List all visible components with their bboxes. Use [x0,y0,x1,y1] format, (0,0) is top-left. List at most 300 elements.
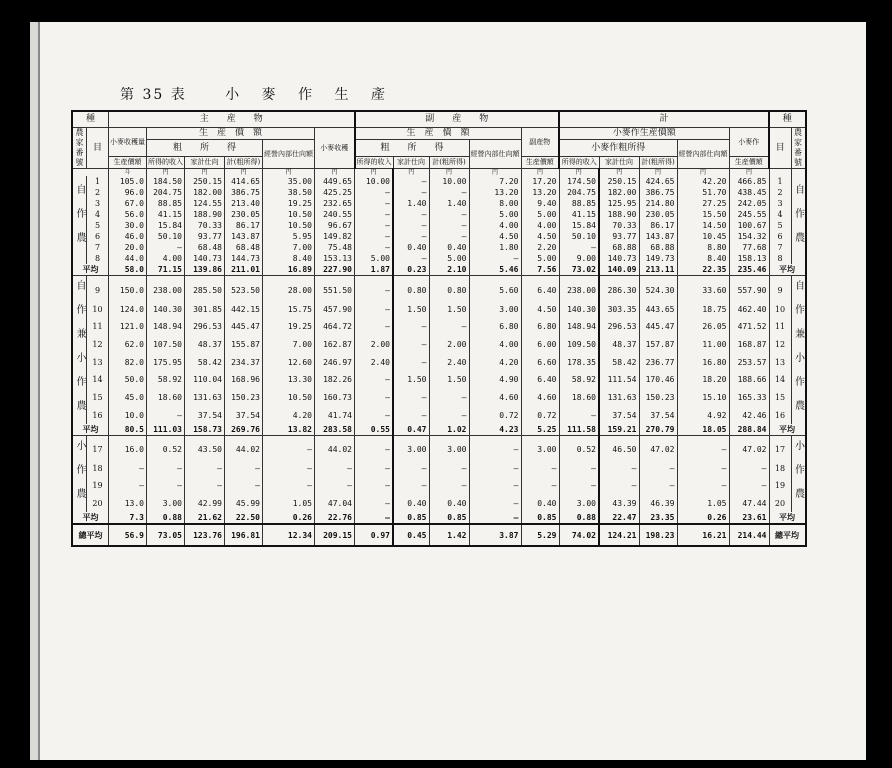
cell-value: 157.87 [639,336,677,354]
cell-value: — [521,477,559,494]
cell-value: 50.10 [147,231,185,242]
cell-value: 48.37 [185,336,225,354]
cell-value: 6.60 [521,353,559,371]
cell-value: 4.50 [521,231,559,242]
unit-label: 円 [355,169,394,177]
cell-value: 230.05 [639,209,677,220]
cell-value: 2.40 [429,353,469,371]
cell-value: 246.97 [315,353,355,371]
header-wheat-keiei: 經營內部仕向額 [677,140,729,169]
cell-value: — [263,477,315,494]
header-wheat-kei: 計(粗所得) [639,157,677,169]
row-id-right: 1 [769,176,791,187]
cell-value: — [355,512,394,524]
cell-value: 4.20 [469,353,521,371]
grand-average-value: 12.34 [263,524,315,546]
cell-value: 1.02 [429,424,469,436]
grand-average-value: 3.87 [469,524,521,546]
cell-value: 1.87 [355,264,394,276]
cell-value: 184.50 [147,176,185,187]
cell-value: 13.20 [469,187,521,198]
cell-value: 4.90 [469,371,521,389]
cell-value: 19.25 [263,318,315,336]
grand-average-value: 198.23 [639,524,677,546]
cell-value: 41.74 [315,406,355,424]
cell-value: 80.5 [109,424,147,436]
cell-value: 283.58 [315,424,355,436]
cell-value: 37.54 [599,406,639,424]
cell-value: — [639,477,677,494]
cell-value: 45.0 [109,389,147,407]
cell-value: 165.33 [729,389,769,407]
header-main-kagaku: 小麥收穫 [315,128,355,169]
cell-value: 425.25 [315,187,355,198]
unit-label: 円 [315,169,355,177]
header-noka-bango-right: 農家番號 [791,128,806,169]
header-by-keiei: 經營內部仕向額 [469,140,521,169]
row-id-right: 4 [769,209,791,220]
unit-label: 円 [521,169,559,177]
cell-value: 242.05 [729,198,769,209]
cell-value: 445.47 [639,318,677,336]
cell-value: — [559,406,599,424]
cell-value: 471.52 [729,318,769,336]
cell-value: 50.10 [559,231,599,242]
cell-value: 23.35 [639,512,677,524]
cell-value: 67.0 [109,198,147,209]
cell-value: 4.50 [469,231,521,242]
cell-value: 33.60 [677,276,729,301]
cell-value: 466.85 [729,176,769,187]
cell-value: 3.00 [147,495,185,512]
cell-value: — [521,460,559,477]
cell-value: 236.77 [639,353,677,371]
cell-value: 3.00 [429,436,469,460]
group-label: 自作兼小作農 [72,276,87,425]
cell-value: 0.85 [429,512,469,524]
row-id: 7 [87,242,109,253]
cell-value: 227.90 [315,264,355,276]
cell-value: — [315,460,355,477]
cell-value: — [109,477,147,494]
cell-value: — [393,231,429,242]
cell-value: 107.50 [147,336,185,354]
cell-value: 4.00 [147,253,185,264]
table-row [72,220,806,231]
cell-value: 462.40 [729,300,769,318]
table-row [72,318,806,336]
cell-value: 213.11 [639,264,677,276]
row-id-right: 9 [769,276,791,301]
cell-value: 188.66 [729,371,769,389]
cell-value: — [429,406,469,424]
table-wrapper [71,110,807,547]
cell-value: 0.40 [393,495,429,512]
unit-row [72,169,806,177]
cell-value: 111.03 [147,424,185,436]
cell-value: 1.50 [429,371,469,389]
table-row [72,371,806,389]
cell-value: 5.00 [355,253,394,264]
cell-value: 13.30 [263,371,315,389]
cell-value: 13.0 [109,495,147,512]
row-id-right: 12 [769,336,791,354]
cell-value: 211.01 [225,264,263,276]
cell-value: 168.87 [729,336,769,354]
cell-value: — [729,477,769,494]
cell-value: 68.88 [599,242,639,253]
cell-value: — [429,220,469,231]
cell-value: 296.53 [185,318,225,336]
cell-value: 288.84 [729,424,769,436]
cell-value: — [469,460,521,477]
cell-value: 42.20 [677,176,729,187]
cell-value: 557.90 [729,276,769,301]
cell-value: 168.96 [225,371,263,389]
cell-value: — [355,187,394,198]
cell-value: — [639,460,677,477]
cell-value: — [677,477,729,494]
grand-average-value: 73.05 [147,524,185,546]
row-id-right: 5 [769,220,791,231]
cell-value: 8.40 [677,253,729,264]
cell-value: 296.53 [599,318,639,336]
row-id: 13 [87,353,109,371]
row-id: 16 [87,406,109,424]
cell-value: — [429,477,469,494]
row-id-right: 14 [769,371,791,389]
cell-value: 111.58 [559,424,599,436]
cell-value: 62.0 [109,336,147,354]
header-by-product-short: 副産物 [521,128,559,157]
row-id: 10 [87,300,109,318]
cell-value: 0.85 [521,512,559,524]
cell-value: 37.54 [225,406,263,424]
header-by-kakei: 家計仕向 [393,157,429,169]
cell-value: 6.40 [521,276,559,301]
cell-value: 70.33 [599,220,639,231]
cell-value: 48.37 [599,336,639,354]
cell-value: — [469,477,521,494]
cell-value: 82.0 [109,353,147,371]
header-wheat-saku: 小麥作 [729,128,769,157]
cell-value: 35.00 [263,176,315,187]
cell-value: 5.60 [469,276,521,301]
cell-value: 1.80 [469,242,521,253]
cell-value: 16.80 [677,353,729,371]
cell-value: 47.02 [639,436,677,460]
grand-average-value: 0.97 [355,524,394,546]
group-label-right: 自作農 [791,176,806,264]
cell-value: 230.05 [225,209,263,220]
cell-value: 188.90 [599,209,639,220]
cell-value: 0.55 [355,424,394,436]
cell-value: 4.00 [469,220,521,231]
cell-value: 148.94 [559,318,599,336]
cell-value: — [677,436,729,460]
cell-value: 457.90 [315,300,355,318]
cell-value: 2.00 [429,336,469,354]
row-id: 1 [87,176,109,187]
cell-value: 58.42 [185,353,225,371]
cell-value: 58.92 [147,371,185,389]
group-label-right: 自作兼小作農 [791,276,806,425]
cell-value: 121.0 [109,318,147,336]
cell-value: 154.32 [729,231,769,242]
cell-value: 46.50 [599,436,639,460]
cell-value: 68.48 [225,242,263,253]
table-row [72,353,806,371]
cell-value: 15.50 [677,209,729,220]
cell-value: 73.02 [559,264,599,276]
cell-value: — [559,460,599,477]
grand-average-value: 209.15 [315,524,355,546]
page-edge [30,22,38,760]
cell-value: 23.61 [729,512,769,524]
cell-value: 18.60 [559,389,599,407]
grand-average-value: 196.81 [225,524,263,546]
unit-label: 円 [393,169,429,177]
cell-value: — [429,231,469,242]
header-wheat-kakei: 家計仕向 [599,157,639,169]
cell-value: 0.72 [521,406,559,424]
cell-value: 86.17 [639,220,677,231]
row-id: 5 [87,220,109,231]
cell-value: 3.00 [469,300,521,318]
header-wheat-seisan-short: 生産價額 [729,157,769,169]
header-noka-bango: 農家番號 [72,128,87,169]
cell-value: 88.85 [559,198,599,209]
cell-value: 13.82 [263,424,315,436]
table-row [72,276,806,301]
row-id: 平均 [72,512,109,524]
cell-value: 144.73 [225,253,263,264]
cell-value: 131.63 [599,389,639,407]
cell-value: — [393,389,429,407]
grand-average-row [72,524,806,546]
cell-value: 6.80 [521,318,559,336]
grand-average-value: 56.9 [109,524,147,546]
cell-value: 0.40 [429,495,469,512]
cell-value: 140.30 [147,300,185,318]
cell-value: 204.75 [147,187,185,198]
cell-value: 17.20 [521,176,559,187]
cell-value: 10.00 [429,176,469,187]
cell-value: 238.00 [147,276,185,301]
cell-value: 26.05 [677,318,729,336]
header-main-kei: 計(粗所得) [225,157,263,169]
cell-value: 45.99 [225,495,263,512]
cell-value: 158.73 [185,424,225,436]
cell-value: 93.77 [599,231,639,242]
row-id: 18 [87,460,109,477]
cell-value: 18.05 [677,424,729,436]
row-id-right: 平均 [769,424,806,436]
cell-value: 4.23 [469,424,521,436]
cell-value: — [559,477,599,494]
cell-value: 15.75 [263,300,315,318]
cell-value: 2.00 [355,336,394,354]
cell-value: 42.46 [729,406,769,424]
cell-value: 68.88 [639,242,677,253]
row-id-right: 20 [769,495,791,512]
header-moku-right: 目 [769,128,791,169]
cell-value: — [355,231,394,242]
cell-value: 204.75 [559,187,599,198]
cell-value: 143.87 [639,231,677,242]
cell-value: 18.20 [677,371,729,389]
cell-value: 160.73 [315,389,355,407]
unit-label: 円 [263,169,315,177]
cell-value: 68.48 [185,242,225,253]
cell-value: 125.95 [599,198,639,209]
cell-value: — [393,220,429,231]
table-row [72,176,806,187]
cell-value: — [729,460,769,477]
cell-value: 11.00 [677,336,729,354]
header-wheat-so-shotoku: 小麥作粗所得 [559,140,677,157]
cell-value: 150.0 [109,276,147,301]
cell-value: 174.50 [559,176,599,187]
cell-value: 18.75 [677,300,729,318]
cell-value: — [599,460,639,477]
header-main-shotoku: 所得的收入 [147,157,185,169]
grand-average-label-right: 總平均 [769,524,806,546]
cell-value: — [599,477,639,494]
cell-value: 96.67 [315,220,355,231]
cell-value: 47.04 [315,495,355,512]
cell-value: 21.62 [185,512,225,524]
unit-label: 円 [599,169,639,177]
row-id: 9 [87,276,109,301]
cell-value: 20.0 [109,242,147,253]
cell-value: 286.30 [599,276,639,301]
row-id-right: 18 [769,460,791,477]
header-shu-right: 種 [769,111,806,128]
cell-value: 170.46 [639,371,677,389]
row-id: 14 [87,371,109,389]
cell-value: — [355,460,394,477]
cell-value: 10.50 [263,389,315,407]
cell-value: 3.00 [521,436,559,460]
cell-value: 58.42 [599,353,639,371]
cell-value: 3.00 [393,436,429,460]
cell-value: 303.35 [599,300,639,318]
cell-value: 51.70 [677,187,729,198]
table-row [72,436,806,460]
cell-value: — [355,406,394,424]
cell-value: 27.25 [677,198,729,209]
cell-value: — [263,436,315,460]
cell-value: — [263,460,315,477]
cell-value: 182.00 [599,187,639,198]
cell-value: 124.55 [185,198,225,209]
cell-value: 140.73 [599,253,639,264]
cell-value: 0.80 [429,276,469,301]
grand-average-value: 0.45 [393,524,429,546]
unit-label: 円 [559,169,599,177]
cell-value: 30.0 [109,220,147,231]
cell-value: 551.50 [315,276,355,301]
header-by-seisan-short: 生産價額 [521,157,559,169]
cell-value: 5.25 [521,424,559,436]
cell-value: 0.88 [147,512,185,524]
cell-value: 16.89 [263,264,315,276]
cell-value: 22.47 [599,512,639,524]
cell-value: 14.50 [677,220,729,231]
cell-value: — [393,460,429,477]
cell-value: 0.52 [147,436,185,460]
grand-average-value: 214.44 [729,524,769,546]
cell-value: — [469,495,521,512]
table-title-text: 小 麥 作 生 產 [225,87,394,103]
grand-average-value: 16.21 [677,524,729,546]
cell-value: 13.20 [521,187,559,198]
cell-value: 100.67 [729,220,769,231]
unit-label: 円 [185,169,225,177]
header-total: 計 [559,111,769,128]
cell-value: 1.40 [393,198,429,209]
cell-value: 46.0 [109,231,147,242]
cell-value: — [147,242,185,253]
cell-value: — [147,406,185,424]
cell-value: 140.09 [599,264,639,276]
header-by-seisan-kagaku: 生 産 價 額 [355,128,522,140]
cell-value: 1.50 [429,300,469,318]
cell-value: 10.50 [263,220,315,231]
row-id: 8 [87,253,109,264]
cell-value: 442.15 [225,300,263,318]
cell-value: 22.76 [315,512,355,524]
cell-value: 449.65 [315,176,355,187]
cell-value: 148.94 [147,318,185,336]
cell-value: 5.00 [521,253,559,264]
unit-label: 円 [469,169,521,177]
cell-value: 7.20 [469,176,521,187]
cell-value: 4.60 [521,389,559,407]
cell-value: 6.40 [521,371,559,389]
cell-value: 47.44 [729,495,769,512]
cell-value: 285.50 [185,276,225,301]
cell-value: — [355,242,394,253]
cell-value: 150.23 [225,389,263,407]
group-average-row [72,264,806,276]
cell-value: 7.00 [263,336,315,354]
unit-label: 円 [677,169,729,177]
cell-value: 58.92 [559,371,599,389]
cell-value: 38.50 [263,187,315,198]
cell-value: 44.02 [225,436,263,460]
table-row [72,231,806,242]
cell-value: 37.54 [639,406,677,424]
row-id-right: 2 [769,187,791,198]
header-main-product: 主 産 物 [109,111,355,128]
cell-value: — [185,477,225,494]
cell-value: 524.30 [639,276,677,301]
cell-value: 159.21 [599,424,639,436]
row-id-right: 8 [769,253,791,264]
header-shu: 種 [72,111,109,128]
cell-value: 2.10 [429,264,469,276]
grand-average-value: 1.42 [429,524,469,546]
cell-value: 7.00 [263,242,315,253]
table-number: 第 35 表 [120,87,187,103]
row-id-right: 3 [769,198,791,209]
header-by-product: 副 産 物 [355,111,560,128]
cell-value: 1.50 [393,371,429,389]
header-main-kakei: 家計仕向 [185,157,225,169]
cell-value: 43.50 [185,436,225,460]
